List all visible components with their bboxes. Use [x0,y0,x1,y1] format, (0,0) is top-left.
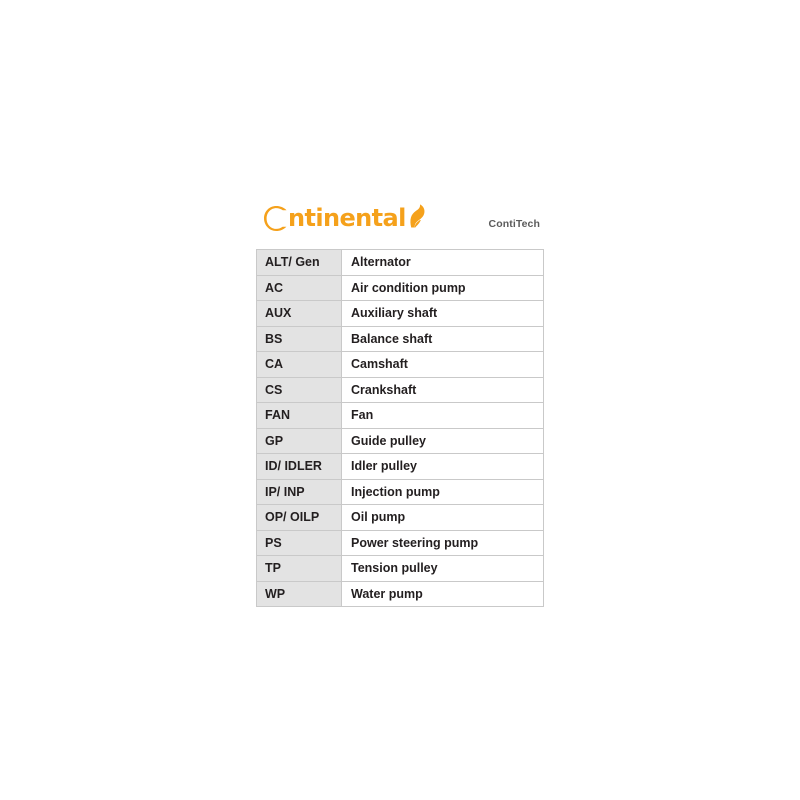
continental-logo [264,206,426,232]
abbreviation-table [256,249,544,607]
continental-c-icon [264,206,288,232]
table-row [257,556,544,582]
desc-cell: Air condition pump [342,275,544,301]
abbr-cell: BS [257,326,342,352]
abbr-cell: FAN [257,403,342,429]
table-row [257,301,544,327]
continental-horse-icon [408,202,426,228]
desc-cell: Balance shaft [342,326,544,352]
brand-header [256,196,544,249]
desc-cell: Injection pump [342,479,544,505]
table-row [257,581,544,607]
desc-cell: Oil pump [342,505,544,531]
brand-wordmark: ntinental [288,204,406,232]
abbr-cell: PS [257,530,342,556]
abbr-cell: ALT/ Gen [257,250,342,276]
table-row [257,275,544,301]
abbreviation-table-body [257,250,544,607]
abbreviation-legend-card [256,196,544,607]
table-row [257,352,544,378]
abbr-cell: WP [257,581,342,607]
table-row [257,505,544,531]
table-row [257,454,544,480]
desc-cell: Fan [342,403,544,429]
abbr-cell: AC [257,275,342,301]
desc-cell: Crankshaft [342,377,544,403]
table-row [257,326,544,352]
desc-cell: Auxiliary shaft [342,301,544,327]
table-row [257,530,544,556]
desc-cell: Idler pulley [342,454,544,480]
table-row [257,479,544,505]
sub-brand-label: ContiTech [488,218,540,230]
abbr-cell: GP [257,428,342,454]
abbr-cell: AUX [257,301,342,327]
abbr-cell: TP [257,556,342,582]
desc-cell: Water pump [342,581,544,607]
abbr-cell: ID/ IDLER [257,454,342,480]
table-row [257,250,544,276]
table-row [257,377,544,403]
desc-cell: Tension pulley [342,556,544,582]
abbr-cell: CS [257,377,342,403]
desc-cell: Alternator [342,250,544,276]
desc-cell: Power steering pump [342,530,544,556]
abbr-cell: CA [257,352,342,378]
table-row [257,428,544,454]
abbr-cell: IP/ INP [257,479,342,505]
table-row [257,403,544,429]
desc-cell: Guide pulley [342,428,544,454]
abbr-cell: OP/ OILP [257,505,342,531]
desc-cell: Camshaft [342,352,544,378]
